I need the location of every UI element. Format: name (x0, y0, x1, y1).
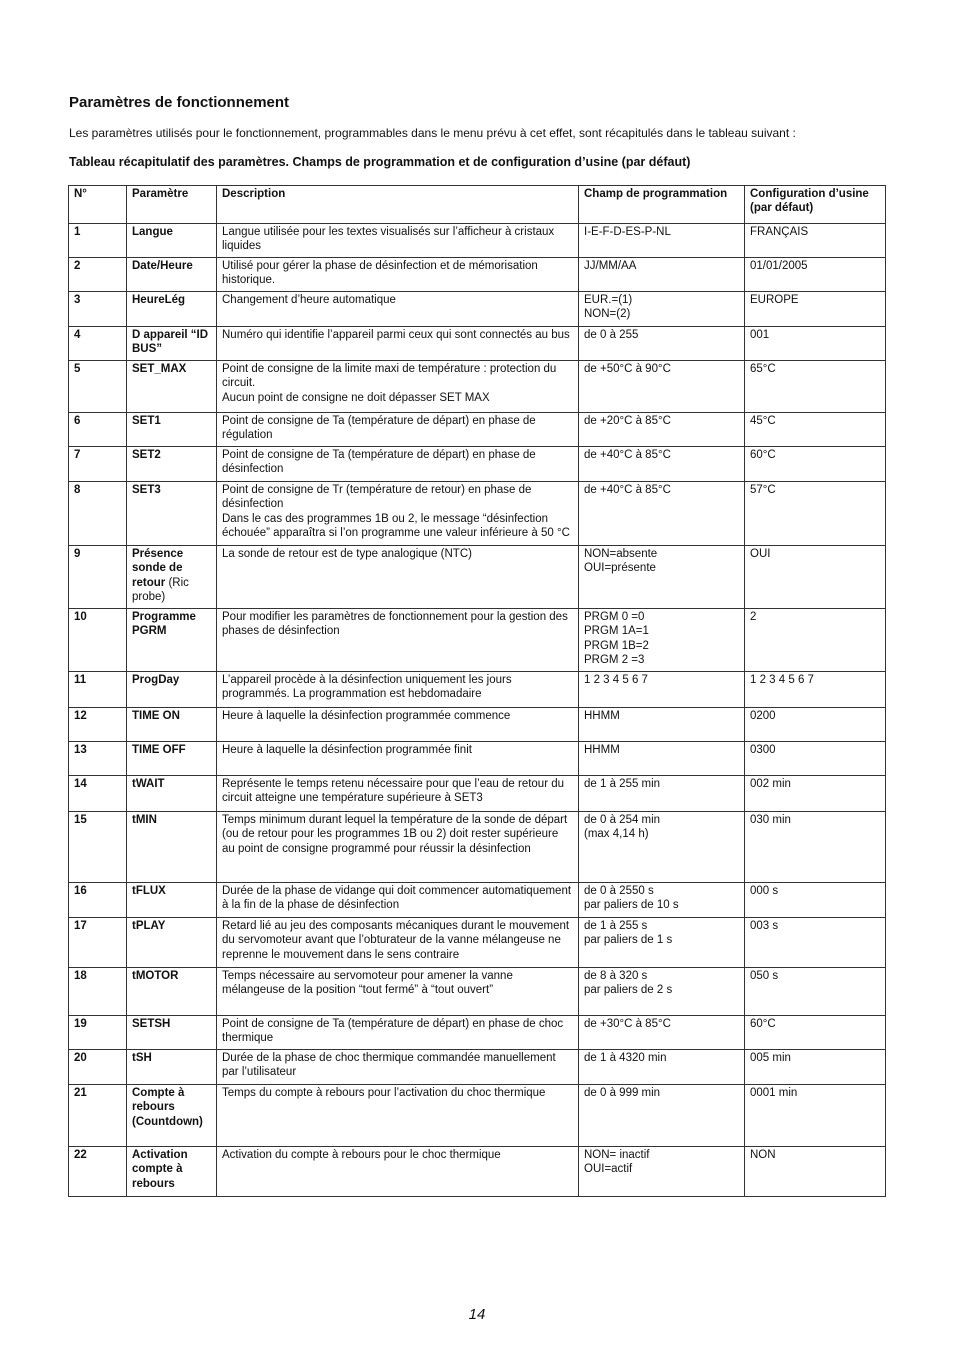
cell-description (217, 1016, 579, 1050)
cell-parameter-text: Présence sonde de retour (132, 548, 184, 589)
column-header-number: N° (69, 186, 127, 224)
cell-default (745, 258, 886, 292)
cell-range (579, 292, 745, 327)
cell-number-text: 19 (74, 1018, 87, 1030)
cell-description (217, 327, 579, 361)
column-header-default: Configuration d’usine (par défaut) (745, 186, 886, 224)
cell-parameter-text: Compte à rebours (Countdown) (132, 1087, 203, 1128)
cell-parameter (127, 1016, 217, 1050)
cell-description-line: Représente le temps retenu nécessaire pour que l’eau de retour du circuit atteigne une température supérieure à SET3 (222, 778, 565, 805)
cell-parameter-text: SET2 (132, 449, 161, 461)
cell-number (69, 742, 127, 776)
cell-parameter-text: TIME OFF (132, 744, 186, 756)
cell-range (579, 1016, 745, 1050)
table-row (69, 883, 886, 918)
cell-description (217, 1050, 579, 1085)
cell-description-line: Temps nécessaire au servomoteur pour amener la vanne mélangeuse de la position “tout fermé” à “tout ouvert” (222, 970, 513, 997)
cell-default (745, 1147, 886, 1197)
intro-paragraph: Les paramètres utilisés pour le fonctionnement, programmables dans le menu prévu à cet effet, sont récapitulés dans le tableau suivant : (69, 126, 796, 140)
cell-number (69, 292, 127, 327)
cell-range-line: de +20°C à 85°C (584, 415, 671, 427)
table-row (69, 1016, 886, 1050)
cell-number (69, 224, 127, 258)
table-row (69, 327, 886, 361)
cell-description (217, 413, 579, 447)
cell-default-text: 000 s (750, 885, 779, 897)
cell-default-text: 003 s (750, 920, 779, 932)
cell-parameter (127, 776, 217, 812)
cell-number (69, 447, 127, 482)
cell-number-text: 3 (74, 294, 81, 306)
cell-number-text: 17 (74, 920, 87, 932)
cell-number (69, 918, 127, 968)
cell-description (217, 812, 579, 883)
cell-number-text: 11 (74, 674, 87, 686)
cell-description (217, 292, 579, 327)
cell-description-line: Utilisé pour gérer la phase de désinfection et de mémorisation historique. (222, 260, 538, 287)
cell-range-line: par paliers de 10 s (584, 899, 679, 912)
cell-range (579, 883, 745, 918)
table-row (69, 224, 886, 258)
cell-parameter (127, 546, 217, 609)
cell-range (579, 224, 745, 258)
cell-range-line: de 8 à 320 s (584, 970, 648, 982)
cell-parameter-text: SETSH (132, 1018, 171, 1030)
cell-default-text: 0200 (750, 710, 776, 722)
cell-description-line: Heure à laquelle la désinfection programmée finit (222, 744, 472, 756)
cell-default-text: OUI (750, 548, 771, 560)
cell-description-line: Langue utilisée pour les textes visualisés sur l’afficheur à cristaux liquides (222, 226, 555, 253)
cell-description-line: Retard lié au jeu des composants mécaniques durant le mouvement du servomoteur avant que l’obturateur de la vanne mélangeuse ne reprenne le mouvement dans le sens contraire (222, 920, 570, 961)
cell-default (745, 482, 886, 546)
cell-range-line: NON=(2) (584, 308, 631, 321)
cell-number-text: 6 (74, 415, 81, 427)
cell-default (745, 1050, 886, 1085)
cell-description (217, 361, 579, 413)
cell-range (579, 447, 745, 482)
cell-range (579, 742, 745, 776)
cell-description (217, 258, 579, 292)
cell-number-text: 21 (74, 1087, 87, 1099)
cell-range-line: de +50°C à 90°C (584, 363, 671, 375)
cell-number-text: 14 (74, 778, 87, 790)
cell-parameter-text: tMIN (132, 814, 157, 826)
cell-number-text: 8 (74, 484, 81, 496)
cell-default-text: 45°C (750, 415, 776, 427)
cell-range (579, 918, 745, 968)
table-header-row (69, 186, 886, 224)
cell-description-line: Aucun point de consigne ne doit dépasser SET MAX (222, 391, 490, 404)
cell-parameter-text: tMOTOR (132, 970, 179, 982)
cell-description-line: Temps du compte à rebours pour l’activation du choc thermique (222, 1087, 546, 1099)
cell-range-line: HHMM (584, 710, 620, 722)
cell-default (745, 708, 886, 742)
cell-range (579, 1147, 745, 1197)
cell-range-line: de +30°C à 85°C (584, 1018, 671, 1030)
cell-parameter-note: (Ric probe) (132, 576, 189, 604)
table-row (69, 918, 886, 968)
cell-range-line: (max 4,14 h) (584, 828, 649, 841)
cell-description (217, 1085, 579, 1147)
cell-default-text: EUROPE (750, 294, 799, 306)
table-row (69, 413, 886, 447)
cell-number-text: 15 (74, 814, 87, 826)
cell-default (745, 292, 886, 327)
cell-default (745, 812, 886, 883)
cell-number (69, 1016, 127, 1050)
cell-description-line: Point de consigne de Ta (température de départ) en phase de régulation (222, 415, 536, 442)
cell-range (579, 672, 745, 708)
cell-number (69, 546, 127, 609)
table-caption: Tableau récapitulatif des paramètres. Champs de programmation et de configuration d’usine (par défaut) (69, 155, 691, 169)
cell-parameter (127, 361, 217, 413)
cell-parameter (127, 708, 217, 742)
cell-number (69, 708, 127, 742)
cell-number (69, 258, 127, 292)
cell-default (745, 968, 886, 1016)
cell-description (217, 672, 579, 708)
cell-description (217, 776, 579, 812)
column-header-parameter: Paramètre (127, 186, 217, 224)
cell-description (217, 708, 579, 742)
cell-range-line: de 1 à 255 min (584, 778, 661, 790)
cell-range (579, 258, 745, 292)
cell-description-line: Changement d’heure automatique (222, 294, 396, 306)
cell-parameter (127, 968, 217, 1016)
cell-description-line: Pour modifier les paramètres de fonctionnement pour la gestion des phases de désinfection (222, 611, 568, 638)
cell-default (745, 918, 886, 968)
cell-number-text: 9 (74, 548, 81, 560)
cell-parameter (127, 1050, 217, 1085)
cell-number (69, 1050, 127, 1085)
cell-number-text: 4 (74, 329, 81, 341)
cell-number (69, 413, 127, 447)
cell-default (745, 609, 886, 672)
cell-number (69, 482, 127, 546)
cell-number (69, 968, 127, 1016)
cell-range (579, 1050, 745, 1085)
cell-range-line: OUI=actif (584, 1163, 633, 1176)
cell-parameter (127, 883, 217, 918)
table-row (69, 482, 886, 546)
cell-parameter-text: HeureLég (132, 294, 186, 306)
table-row (69, 292, 886, 327)
cell-default-text: 01/01/2005 (750, 260, 808, 272)
cell-range-line: HHMM (584, 744, 620, 756)
cell-range-line: NON= inactif (584, 1149, 650, 1161)
cell-default-text: 001 (750, 329, 770, 341)
cell-description (217, 1147, 579, 1197)
cell-range (579, 609, 745, 672)
cell-default (745, 883, 886, 918)
cell-range-line: I-E-F-D-ES-P-NL (584, 226, 671, 238)
table-row (69, 546, 886, 609)
cell-default-text: 0300 (750, 744, 776, 756)
cell-parameter-text: tWAIT (132, 778, 165, 790)
cell-default (745, 224, 886, 258)
cell-description-line: Activation du compte à rebours pour le choc thermique (222, 1149, 501, 1161)
table-row (69, 742, 886, 776)
cell-range-line: JJ/MM/AA (584, 260, 637, 272)
table-row (69, 812, 886, 883)
cell-parameter-text: TIME ON (132, 710, 180, 722)
cell-parameter (127, 672, 217, 708)
cell-default-text: 65°C (750, 363, 776, 375)
table-row (69, 968, 886, 1016)
cell-description-line: Heure à laquelle la désinfection programmée commence (222, 710, 511, 722)
cell-parameter (127, 224, 217, 258)
cell-range-line: EUR.=(1) (584, 294, 633, 306)
cell-description (217, 447, 579, 482)
table-row (69, 1050, 886, 1085)
table-row (69, 609, 886, 672)
cell-default-text: FRANÇAIS (750, 226, 809, 238)
cell-description-line: Point de consigne de Ta (température de départ) en phase de désinfection (222, 449, 536, 476)
cell-parameter-text: tSH (132, 1052, 152, 1064)
cell-default (745, 361, 886, 413)
cell-default (745, 776, 886, 812)
cell-number-text: 2 (74, 260, 81, 272)
table-row (69, 447, 886, 482)
cell-description (217, 224, 579, 258)
cell-number (69, 327, 127, 361)
cell-default-text: 1 2 3 4 5 6 7 (750, 674, 814, 686)
cell-range (579, 413, 745, 447)
cell-description-line: Dans le cas des programmes 1B ou 2, le message “désinfection échouée” apparaîtra si l’on programme une valeur inférieure à 50 °C (222, 512, 570, 540)
cell-description-line: Point de consigne de la limite maxi de température : protection du circuit. (222, 363, 557, 390)
cell-description (217, 918, 579, 968)
cell-default (745, 546, 886, 609)
cell-range-line: de 1 à 255 s (584, 920, 648, 932)
cell-number (69, 361, 127, 413)
cell-parameter (127, 1085, 217, 1147)
cell-default-text: NON (750, 1149, 776, 1161)
column-header-range: Champ de programmation (579, 186, 745, 224)
cell-default-text: 60°C (750, 449, 776, 461)
cell-number-text: 12 (74, 710, 87, 722)
section-heading: Paramètres de fonctionnement (69, 94, 290, 111)
cell-default (745, 447, 886, 482)
cell-range (579, 546, 745, 609)
cell-range-line: PRGM 2 =3 (584, 654, 645, 667)
cell-parameter (127, 327, 217, 361)
cell-number-text: 7 (74, 449, 81, 461)
cell-parameter (127, 812, 217, 883)
cell-number (69, 812, 127, 883)
cell-default (745, 1016, 886, 1050)
cell-parameter-text: ProgDay (132, 674, 180, 686)
cell-range (579, 968, 745, 1016)
cell-range (579, 1085, 745, 1147)
cell-parameter (127, 292, 217, 327)
cell-parameter-text: Date/Heure (132, 260, 193, 272)
table-row (69, 672, 886, 708)
cell-range (579, 361, 745, 413)
cell-range (579, 708, 745, 742)
parameters-table (68, 185, 886, 1197)
cell-default-text: 050 s (750, 970, 779, 982)
table-row (69, 708, 886, 742)
cell-parameter-text: SET1 (132, 415, 161, 427)
cell-parameter-text: tPLAY (132, 920, 166, 932)
cell-parameter-text: SET3 (132, 484, 161, 496)
cell-default (745, 672, 886, 708)
table-row (69, 776, 886, 812)
cell-number-text: 5 (74, 363, 81, 375)
cell-number-text: 16 (74, 885, 87, 897)
cell-number (69, 1085, 127, 1147)
table-row (69, 1085, 886, 1147)
cell-description-line: Durée de la phase de choc thermique commandée manuellement par l’utilisateur (222, 1052, 556, 1079)
cell-description (217, 609, 579, 672)
table-row (69, 361, 886, 413)
cell-range-line: PRGM 1A=1 (584, 625, 649, 638)
page-number: 14 (468, 1306, 486, 1323)
cell-parameter-text: Langue (132, 226, 173, 238)
cell-default-text: 2 (750, 611, 757, 623)
cell-parameter (127, 413, 217, 447)
cell-default-text: 002 min (750, 778, 791, 790)
cell-default (745, 1085, 886, 1147)
cell-range-line: par paliers de 1 s (584, 934, 673, 947)
cell-range-line: par paliers de 2 s (584, 984, 673, 997)
cell-number-text: 22 (74, 1149, 87, 1161)
cell-parameter (127, 742, 217, 776)
cell-range (579, 812, 745, 883)
cell-parameter-text: SET_MAX (132, 363, 187, 375)
table-row (69, 258, 886, 292)
cell-range-line: de 0 à 2550 s (584, 885, 654, 897)
cell-range-line: PRGM 0 =0 (584, 611, 645, 623)
cell-number (69, 1147, 127, 1197)
cell-parameter (127, 482, 217, 546)
cell-description-line: Point de consigne de Tr (température de retour) en phase de désinfection (222, 484, 532, 511)
cell-parameter (127, 918, 217, 968)
cell-range-line: OUI=présente (584, 562, 656, 575)
cell-number-text: 10 (74, 611, 87, 623)
cell-range-line: de +40°C à 85°C (584, 484, 671, 496)
cell-number-text: 1 (74, 226, 81, 238)
cell-range-line: 1 2 3 4 5 6 7 (584, 674, 648, 686)
cell-parameter-text: tFLUX (132, 885, 166, 897)
column-header-description: Description (217, 186, 579, 224)
cell-description (217, 742, 579, 776)
cell-range-line: PRGM 1B=2 (584, 639, 649, 652)
cell-description-line: Numéro qui identifie l’appareil parmi ceux qui sont connectés au bus (222, 329, 570, 341)
cell-range (579, 482, 745, 546)
cell-range-line: de 0 à 255 (584, 329, 639, 341)
table-row (69, 1147, 886, 1197)
cell-parameter-text: Programme PGRM (132, 611, 196, 638)
cell-description (217, 968, 579, 1016)
cell-parameter (127, 1147, 217, 1197)
cell-number (69, 609, 127, 672)
cell-parameter (127, 258, 217, 292)
cell-default (745, 327, 886, 361)
cell-description (217, 546, 579, 609)
cell-default-text: 030 min (750, 814, 791, 826)
cell-range-line: de 1 à 4320 min (584, 1052, 667, 1064)
cell-number (69, 883, 127, 918)
cell-parameter (127, 447, 217, 482)
cell-default-text: 57°C (750, 484, 776, 496)
cell-range-line: NON=absente (584, 548, 658, 560)
cell-default-text: 005 min (750, 1052, 791, 1064)
cell-description-line: Durée de la phase de vidange qui doit commencer automatiquement à la fin de la phase de désinfection (222, 885, 572, 912)
cell-range (579, 327, 745, 361)
cell-parameter-text: Activation compte à rebours (132, 1149, 188, 1190)
cell-description-line: La sonde de retour est de type analogique (NTC) (222, 548, 472, 560)
cell-number-text: 13 (74, 744, 87, 756)
cell-default-text: 60°C (750, 1018, 776, 1030)
cell-number-text: 20 (74, 1052, 87, 1064)
cell-description (217, 482, 579, 546)
cell-parameter-text: D appareil “ID BUS” (132, 329, 209, 356)
cell-range-line: de +40°C à 85°C (584, 449, 671, 461)
cell-number (69, 776, 127, 812)
cell-number-text: 18 (74, 970, 87, 982)
cell-default (745, 413, 886, 447)
cell-range (579, 776, 745, 812)
cell-description-line: Temps minimum durant lequel la température de la sonde de départ (ou de retour pour les programmes 1B ou 2) doit rester supérieure au point de consigne programmé pour réussir la désinfection (222, 814, 568, 855)
cell-default-text: 0001 min (750, 1087, 798, 1099)
cell-range-line: de 0 à 254 min (584, 814, 661, 826)
cell-number (69, 672, 127, 708)
cell-description (217, 883, 579, 918)
cell-range-line: de 0 à 999 min (584, 1087, 661, 1099)
cell-description-line: L’appareil procède à la désinfection uniquement les jours programmés. La programmation est hebdomadaire (222, 674, 512, 701)
cell-description-line: Point de consigne de Ta (température de départ) en phase de choc thermique (222, 1018, 564, 1045)
cell-parameter (127, 609, 217, 672)
cell-default (745, 742, 886, 776)
